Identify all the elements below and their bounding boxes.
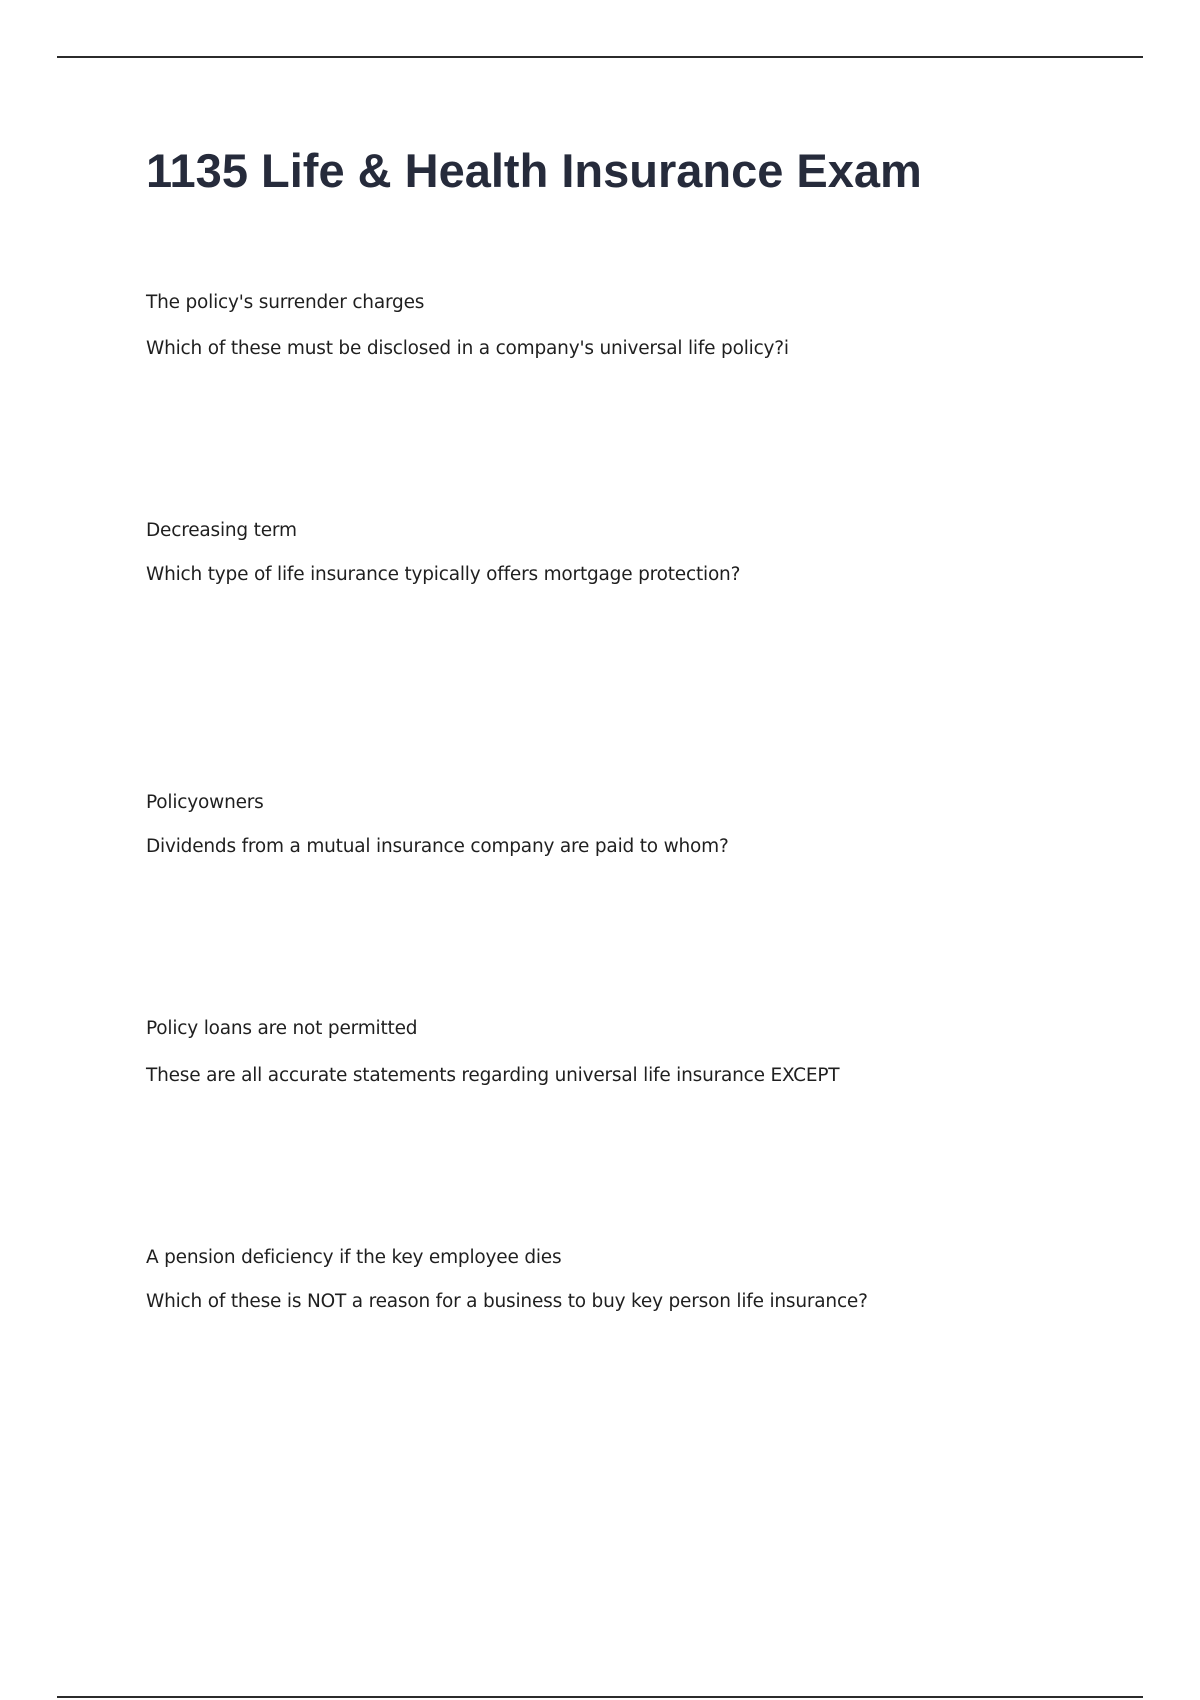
- card-answer: The policy's surrender charges: [146, 292, 425, 313]
- footer-rule: [57, 1696, 1143, 1698]
- header-rule: [57, 56, 1143, 58]
- card-answer: A pension deficiency if the key employee dies: [146, 1247, 562, 1268]
- card-question: Dividends from a mutual insurance company are paid to whom?: [146, 836, 729, 857]
- card-question: Which of these must be disclosed in a company's universal life policy?i: [146, 338, 789, 359]
- card-question: Which type of life insurance typically offers mortgage protection?: [146, 564, 741, 585]
- card-answer: Decreasing term: [146, 520, 297, 541]
- card-answer: Policy loans are not permitted: [146, 1018, 418, 1039]
- card-question: These are all accurate statements regarding universal life insurance EXCEPT: [146, 1065, 840, 1086]
- card-question: Which of these is NOT a reason for a business to buy key person life insurance?: [146, 1291, 868, 1312]
- card-answer: Policyowners: [146, 792, 264, 813]
- document-title: 1135 Life & Health Insurance Exam: [146, 144, 922, 197]
